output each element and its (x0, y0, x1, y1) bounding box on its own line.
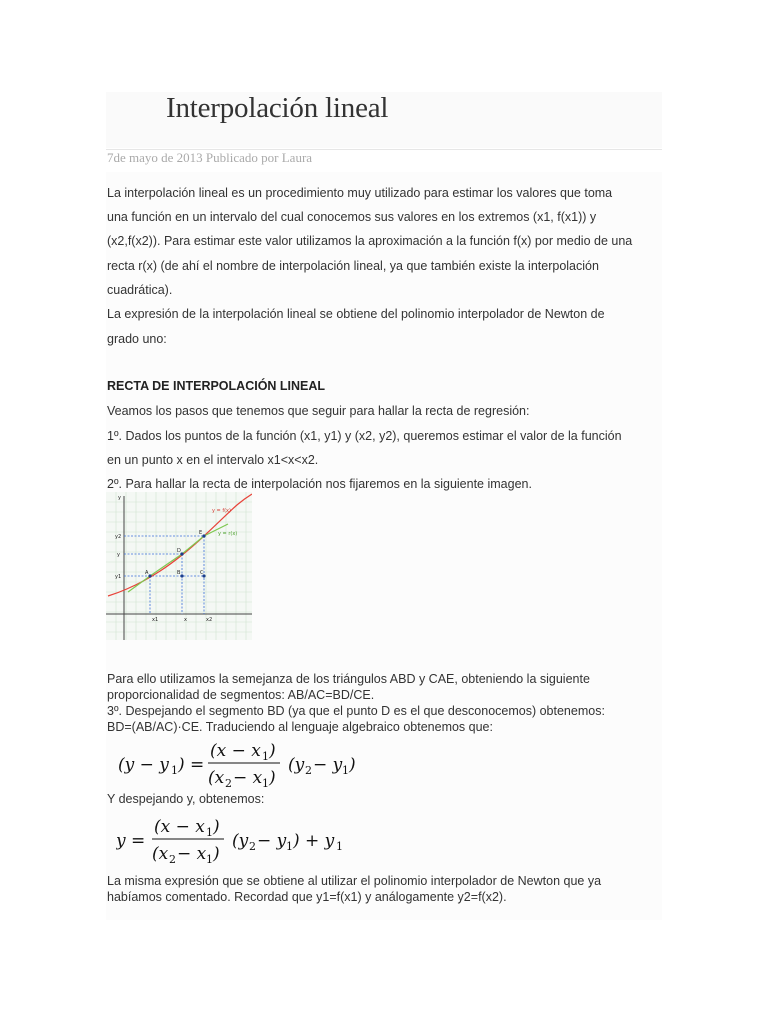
svg-text:− x: − x (233, 768, 263, 788)
point-b (180, 574, 183, 577)
explanation-line: Para ello utilizamos la semejanza de los triángulos ABD y CAE, obteniendo la siguiente (107, 672, 590, 686)
svg-text:(y − y: (y − y (118, 755, 169, 775)
intro-line: una función en un intervalo del cual conocemos sus valores en los extremos (x1, f(x1)) y (107, 210, 597, 224)
svg-text:1: 1 (206, 826, 213, 839)
svg-text:(x − x: (x − x (154, 817, 205, 837)
svg-text:1: 1 (336, 840, 343, 853)
svg-text:y =: y = (116, 831, 146, 851)
svg-text:1: 1 (206, 853, 213, 866)
closing-line: habíamos comentado. Recordad que y1=f(x1) y análogamente y2=f(x2). (107, 890, 507, 904)
svg-text:(y: (y (232, 831, 249, 851)
despejando-line: Y despejando y, obtenemos: (107, 792, 265, 806)
svg-text:(y: (y (288, 755, 305, 775)
section-heading: RECTA DE INTERPOLACIÓN LINEAL (107, 379, 326, 393)
intro-line: (x2,f(x2)). Para estimar este valor utilizamos la aproximación a la función f(x) por medio de una (107, 234, 633, 248)
svg-text:(x: (x (152, 844, 169, 864)
label-point-c: C (200, 570, 204, 576)
post-meta: 7de mayo de 2013 Publicado por Laura (107, 150, 313, 165)
intro-line: La expresión de la interpolación lineal se obtiene del polinomio interpolador de Newton de (107, 307, 605, 321)
post-title: Interpolación lineal (166, 92, 389, 124)
svg-text:− y: − y (257, 831, 287, 851)
closing-line: La misma expresión que se obtiene al utilizar el polinomio interpolador de Newton que ya (107, 874, 602, 888)
label-fx: y = f(x) (212, 508, 231, 514)
svg-text:1: 1 (262, 750, 269, 763)
svg-text:− x: − x (177, 844, 207, 864)
point-d (180, 552, 183, 555)
svg-text:) + y: ) + y (293, 831, 335, 851)
explanation-line: 3º. Despejando el segmento BD (ya que el punto D es el que desconocemos) obtenemos: (107, 704, 605, 718)
svg-text:): ) (213, 817, 220, 837)
svg-text:): ) (349, 755, 356, 775)
svg-text:2: 2 (169, 853, 176, 866)
svg-text:− y: − y (313, 755, 343, 775)
step-line: 2º. Para hallar la recta de interpolación nos fijaremos en la siguiente imagen. (107, 477, 532, 491)
step-line: 1º. Dados los puntos de la función (x1, y1) y (x2, y2), queremos estimar el valor de la función (107, 429, 622, 443)
intro-line: grado uno: (107, 332, 167, 346)
svg-text:2: 2 (249, 840, 256, 853)
explanation-line: BD=(AB/AC)·CE. Traduciendo al lenguaje algebraico obtenemos que: (107, 720, 493, 734)
label-point-e: E (199, 530, 203, 536)
formula-point-slope (118, 738, 378, 790)
point-a (148, 574, 151, 577)
svg-text:(x: (x (208, 768, 225, 788)
label-x2: x2 (206, 617, 213, 623)
step-line: en un punto x en el intervalo x1<x<x2. (107, 453, 319, 467)
label-y: y (117, 552, 120, 558)
svg-text:) =: ) = (178, 755, 205, 775)
grid-lines (106, 492, 252, 640)
label-y2: y2 (115, 534, 122, 540)
label-point-d: D (177, 548, 181, 554)
formula-solved-y (116, 812, 366, 868)
label-point-b: B (177, 570, 181, 576)
label-x: x (184, 617, 187, 623)
label-y1: y1 (115, 574, 122, 580)
label-x1: x1 (152, 617, 159, 623)
interpolation-figure (106, 492, 252, 640)
interpolation-graph (106, 492, 252, 640)
intro-line: cuadrática). (107, 283, 173, 297)
formula-2-svg (116, 812, 366, 868)
svg-text:2: 2 (305, 764, 312, 777)
intro-line: recta r(x) (de ahí el nombre de interpolación lineal, ya que también existe la interpolación (107, 259, 599, 273)
svg-text:): ) (269, 741, 276, 761)
label-y-axis: y (118, 495, 121, 501)
svg-text:1: 1 (286, 840, 293, 853)
step-line: Veamos los pasos que tenemos que seguir para hallar la recta de regresión: (107, 404, 530, 418)
svg-text:): ) (213, 844, 220, 864)
svg-text:1: 1 (342, 764, 349, 777)
label-point-a: A (145, 570, 149, 576)
svg-text:(x − x: (x − x (210, 741, 261, 761)
svg-text:1: 1 (171, 764, 178, 777)
point-e (202, 534, 205, 537)
svg-text:): ) (269, 768, 276, 788)
svg-text:1: 1 (262, 777, 269, 790)
svg-text:2: 2 (225, 777, 232, 790)
formula-1-svg (118, 738, 378, 790)
intro-line: La interpolación lineal es un procedimiento muy utilizado para estimar los valores que toma (107, 186, 613, 200)
explanation-line: proporcionalidad de segmentos: AB/AC=BD/CE. (107, 688, 375, 702)
label-rx: y = r(x) (218, 531, 238, 537)
